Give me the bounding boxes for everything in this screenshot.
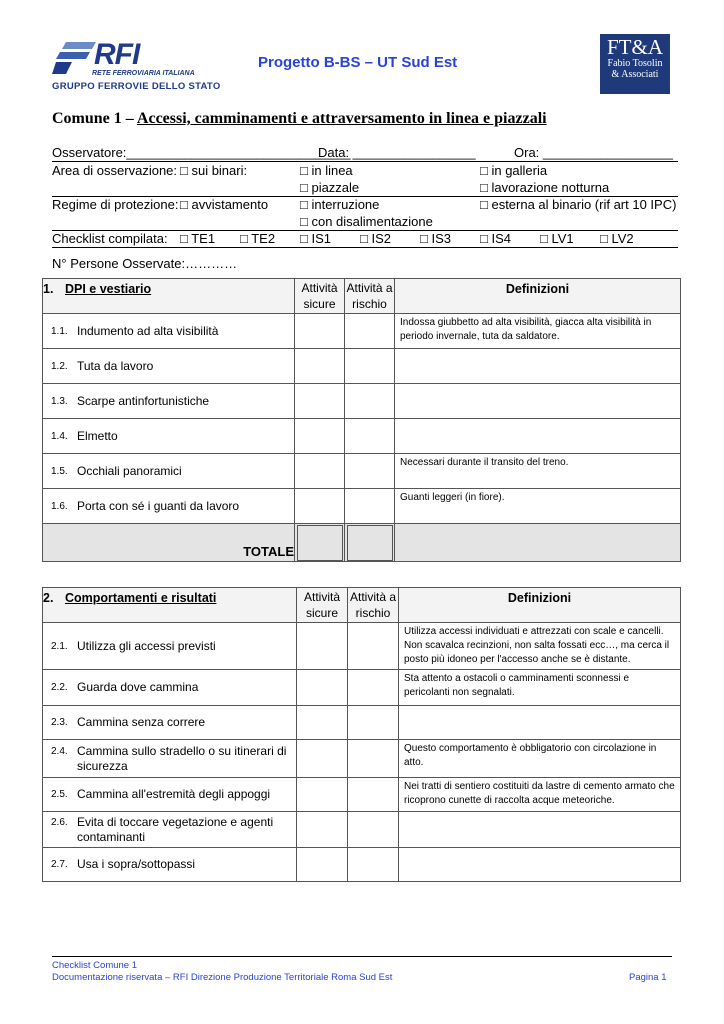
area-checkbox-in-linea[interactable]: □ in linea [300, 163, 353, 178]
fta-logo [600, 34, 670, 94]
footer-confidential-note: Documentazione riservata – RFI Direzione Produzione Territoriale Roma Sud Est [52, 972, 393, 983]
item-label-wrap [51, 680, 296, 695]
item-label-wrap [51, 499, 294, 514]
definition-cell [399, 848, 681, 882]
item-label-cell [43, 848, 297, 882]
item-number: 1.4. [51, 430, 68, 442]
risk-activity-cell[interactable] [345, 454, 395, 489]
definition-cell [395, 384, 681, 419]
definition-cell [399, 706, 681, 740]
table-header-row [43, 279, 681, 314]
area-checkbox-lavorazione-notturna[interactable]: □ lavorazione notturna [480, 180, 610, 195]
regime-checkbox-esterna[interactable]: □ esterna al binario (rif art 10 IPC) [480, 197, 677, 212]
table-row [43, 670, 681, 706]
item-label-cell [43, 670, 297, 706]
checklist-checkbox-is4[interactable]: □ IS4 [480, 231, 511, 246]
table2-title [43, 588, 297, 623]
risk-activity-cell[interactable] [345, 384, 395, 419]
item-label-wrap [51, 815, 296, 845]
checklist-table-comportamenti [42, 587, 681, 882]
item-label: Tuta da lavoro [77, 358, 154, 373]
item-label-wrap [51, 639, 296, 654]
fta-logo-mark: FT&A [606, 35, 663, 59]
table-row [43, 706, 681, 740]
safe-activity-cell[interactable] [295, 419, 345, 454]
item-number: 1.2. [51, 360, 68, 372]
risk-activity-cell[interactable] [348, 670, 399, 706]
table-header-row [43, 588, 681, 623]
section-title-prefix: Comune 1 – [52, 110, 137, 127]
table1-title-text: DPI e vestiario [65, 282, 152, 296]
item-label: Indumento ad alta visibilità [77, 323, 219, 338]
item-number: 2.1. [51, 640, 68, 652]
persons-observed-field[interactable]: N° Persone Osservate:………… [52, 256, 238, 271]
checklist-checkbox-lv1[interactable]: □ LV1 [540, 231, 574, 246]
fta-logo-line1: Fabio Tosolin [607, 58, 663, 69]
item-label-cell [43, 812, 297, 848]
regime-checkbox-disalimentazione[interactable]: □ con disalimentazione [300, 214, 433, 229]
table-row [43, 454, 681, 489]
table-row [43, 384, 681, 419]
item-label-cell [43, 314, 295, 349]
item-label-cell [43, 706, 297, 740]
item-label-cell [43, 623, 297, 670]
risk-activity-cell[interactable] [348, 706, 399, 740]
item-label-wrap [51, 359, 294, 374]
risk-activity-cell[interactable] [345, 349, 395, 384]
table-row [43, 419, 681, 454]
safe-activity-cell[interactable] [297, 670, 348, 706]
checklist-checkbox-lv2[interactable]: □ LV2 [600, 231, 634, 246]
item-number: 1.1. [51, 325, 68, 337]
item-number: 2.5. [51, 789, 68, 800]
definition-cell: Questo comportamento è obbligatorio con circolazione in atto. [399, 740, 681, 778]
item-label-wrap [51, 744, 296, 774]
item-label-cell [43, 419, 295, 454]
table-row [43, 812, 681, 848]
section-title [52, 110, 547, 128]
table2-title-text: Comportamenti e risultati [65, 591, 217, 605]
item-label: Guarda dove cammina [77, 680, 199, 694]
definition-cell: Necessari durante il transito del treno. [395, 454, 681, 489]
item-label: Evita di toccare vegetazione e agenti contaminanti [77, 814, 274, 844]
item-number: 1.3. [51, 395, 68, 407]
safe-activity-cell[interactable] [295, 489, 345, 524]
item-label-wrap [51, 787, 296, 802]
item-label-cell [43, 778, 297, 812]
table-row [43, 489, 681, 524]
item-label: Cammina senza correre [77, 715, 206, 729]
total-risk-box[interactable] [347, 525, 393, 561]
total-safe-box[interactable] [297, 525, 343, 561]
definition-cell [395, 349, 681, 384]
col-header-risk: Attività a rischio [348, 588, 399, 623]
checklist-checkbox-is3[interactable]: □ IS3 [420, 231, 451, 246]
checklist-table-dpi [42, 278, 681, 562]
safe-activity-cell[interactable] [297, 706, 348, 740]
item-label-cell [43, 384, 295, 419]
definition-cell: Nei tratti di sentiero costituiti da lastre di cemento armato che ricoprono cunette di raccolta acque meteoriche. [399, 778, 681, 812]
checklist-checkbox-te1[interactable]: □ TE1 [180, 231, 216, 246]
project-title: Progetto B-BS – UT Sud Est [258, 54, 458, 71]
rfi-logo [52, 38, 221, 98]
form-divider [52, 161, 678, 162]
date-field[interactable]: Data: _________________ [318, 145, 476, 160]
footer-divider [52, 956, 672, 957]
definition-cell [399, 812, 681, 848]
time-field[interactable]: Ora: __________________ [514, 145, 674, 160]
table1-num: 1. [43, 282, 54, 296]
table1-total-row [43, 524, 681, 562]
definition-cell: Indossa giubbetto ad alta visibilità, giacca alta visibilità in periodo invernale, tuta da saldatore. [395, 314, 681, 349]
item-label-wrap [51, 715, 296, 730]
risk-activity-cell[interactable] [348, 848, 399, 882]
table-row [43, 848, 681, 882]
safe-activity-cell[interactable] [297, 848, 348, 882]
definition-cell: Sta attento a ostacoli o camminamenti sconnessi e pericolanti non segnalati. [399, 670, 681, 706]
footer-doc-title: Checklist Comune 1 [52, 960, 138, 971]
item-number: 2.3. [51, 717, 68, 728]
rfi-group-name: GRUPPO FERROVIE DELLO STATO [52, 81, 221, 92]
checklist-label: Checklist compilata: [52, 231, 168, 246]
col-header-risk: Attività a rischio [345, 279, 395, 314]
item-label: Porta con sé i guanti da lavoro [77, 498, 240, 513]
safe-activity-cell[interactable] [295, 314, 345, 349]
risk-activity-cell[interactable] [348, 740, 399, 778]
item-number: 1.6. [51, 500, 68, 512]
col-header-safe: Attività sicure [297, 588, 348, 623]
risk-activity-cell[interactable] [345, 314, 395, 349]
item-label-cell [43, 489, 295, 524]
risk-activity-cell[interactable] [348, 812, 399, 848]
col-header-safe: Attività sicure [295, 279, 345, 314]
table2-num: 2. [43, 591, 54, 605]
item-number: 2.2. [51, 682, 68, 693]
safe-activity-cell[interactable] [295, 349, 345, 384]
item-label: Scarpe antinfortunistiche [77, 393, 210, 408]
item-label-wrap [51, 324, 294, 339]
risk-activity-cell[interactable] [345, 489, 395, 524]
fta-logo-line2: & Associati [611, 69, 659, 80]
item-label-cell [43, 454, 295, 489]
item-label: Utilizza gli accessi previsti [77, 638, 216, 653]
item-label-wrap [51, 857, 296, 872]
risk-activity-cell[interactable] [348, 778, 399, 812]
footer-page-number: Pagina 1 [629, 972, 667, 983]
rfi-wordmark: RFI [94, 38, 140, 71]
area-label: Area di osservazione: [52, 163, 178, 178]
observer-field[interactable]: Osservatore:_______________________________ [52, 145, 351, 160]
item-number: 2.4. [51, 745, 68, 757]
area-checkbox-piazzale[interactable]: □ piazzale [300, 180, 360, 195]
total-def-cell [395, 524, 681, 562]
item-number: 1.5. [51, 465, 68, 477]
item-number: 2.6. [51, 816, 68, 828]
regime-label: Regime di protezione: [52, 197, 179, 212]
table-row [43, 740, 681, 778]
checklist-checkbox-is1[interactable]: □ IS1 [300, 231, 331, 246]
area-checkbox-in-galleria[interactable]: □ in galleria [480, 163, 548, 178]
regime-checkbox-interruzione[interactable]: □ interruzione [300, 197, 380, 212]
safe-activity-cell[interactable] [297, 623, 348, 670]
item-label-cell [43, 740, 297, 778]
safe-activity-cell[interactable] [297, 778, 348, 812]
table1-title [43, 279, 295, 314]
definition-cell: Guanti leggeri (in fiore). [395, 489, 681, 524]
table-row [43, 778, 681, 812]
item-label: Occhiali panoramici [77, 463, 182, 478]
regime-checkbox-avvistamento[interactable]: □ avvistamento [180, 197, 269, 212]
item-label: Usa i sopra/sottopassi [77, 857, 196, 871]
safe-activity-cell[interactable] [295, 384, 345, 419]
definition-cell [395, 419, 681, 454]
item-label-wrap [51, 464, 294, 479]
form-divider [52, 247, 678, 248]
safe-activity-cell[interactable] [295, 454, 345, 489]
rfi-tagline: RETE FERROVIARIA ITALIANA [92, 70, 195, 77]
item-number: 2.7. [51, 859, 68, 870]
total-safe-cell[interactable] [295, 524, 345, 562]
col-header-definitions: Definizioni [395, 279, 681, 314]
table-row [43, 623, 681, 670]
section-title-main: Accessi, camminamenti e attraversamento in linea e piazzali [136, 110, 547, 127]
item-label-wrap [51, 394, 294, 409]
safe-activity-cell[interactable] [297, 740, 348, 778]
col-header-definitions: Definizioni [399, 588, 681, 623]
area-checkbox-sui-binari[interactable]: □ sui binari: [180, 163, 248, 178]
total-label: TOTALE [43, 524, 295, 562]
item-label-cell [43, 349, 295, 384]
item-label: Elmetto [77, 428, 118, 443]
definition-cell: Utilizza accessi individuati e attrezzati con scale e cancelli. Non scavalca recinzioni, non salta fossati ecc…, ma cerca il posto più idoneo per l'accesso anche se è distante. [399, 623, 681, 670]
risk-activity-cell[interactable] [348, 623, 399, 670]
checklist-checkbox-te2[interactable]: □ TE2 [240, 231, 276, 246]
safe-activity-cell[interactable] [297, 812, 348, 848]
rfi-mark-icon [52, 40, 96, 74]
table-row [43, 349, 681, 384]
risk-activity-cell[interactable] [345, 419, 395, 454]
item-label: Cammina sullo stradello o su itinerari di sicurezza [77, 743, 287, 773]
total-risk-cell[interactable] [345, 524, 395, 562]
checklist-checkbox-is2[interactable]: □ IS2 [360, 231, 391, 246]
table-row [43, 314, 681, 349]
item-label-wrap [51, 429, 294, 444]
item-label: Cammina all'estremità degli appoggi [77, 787, 271, 801]
